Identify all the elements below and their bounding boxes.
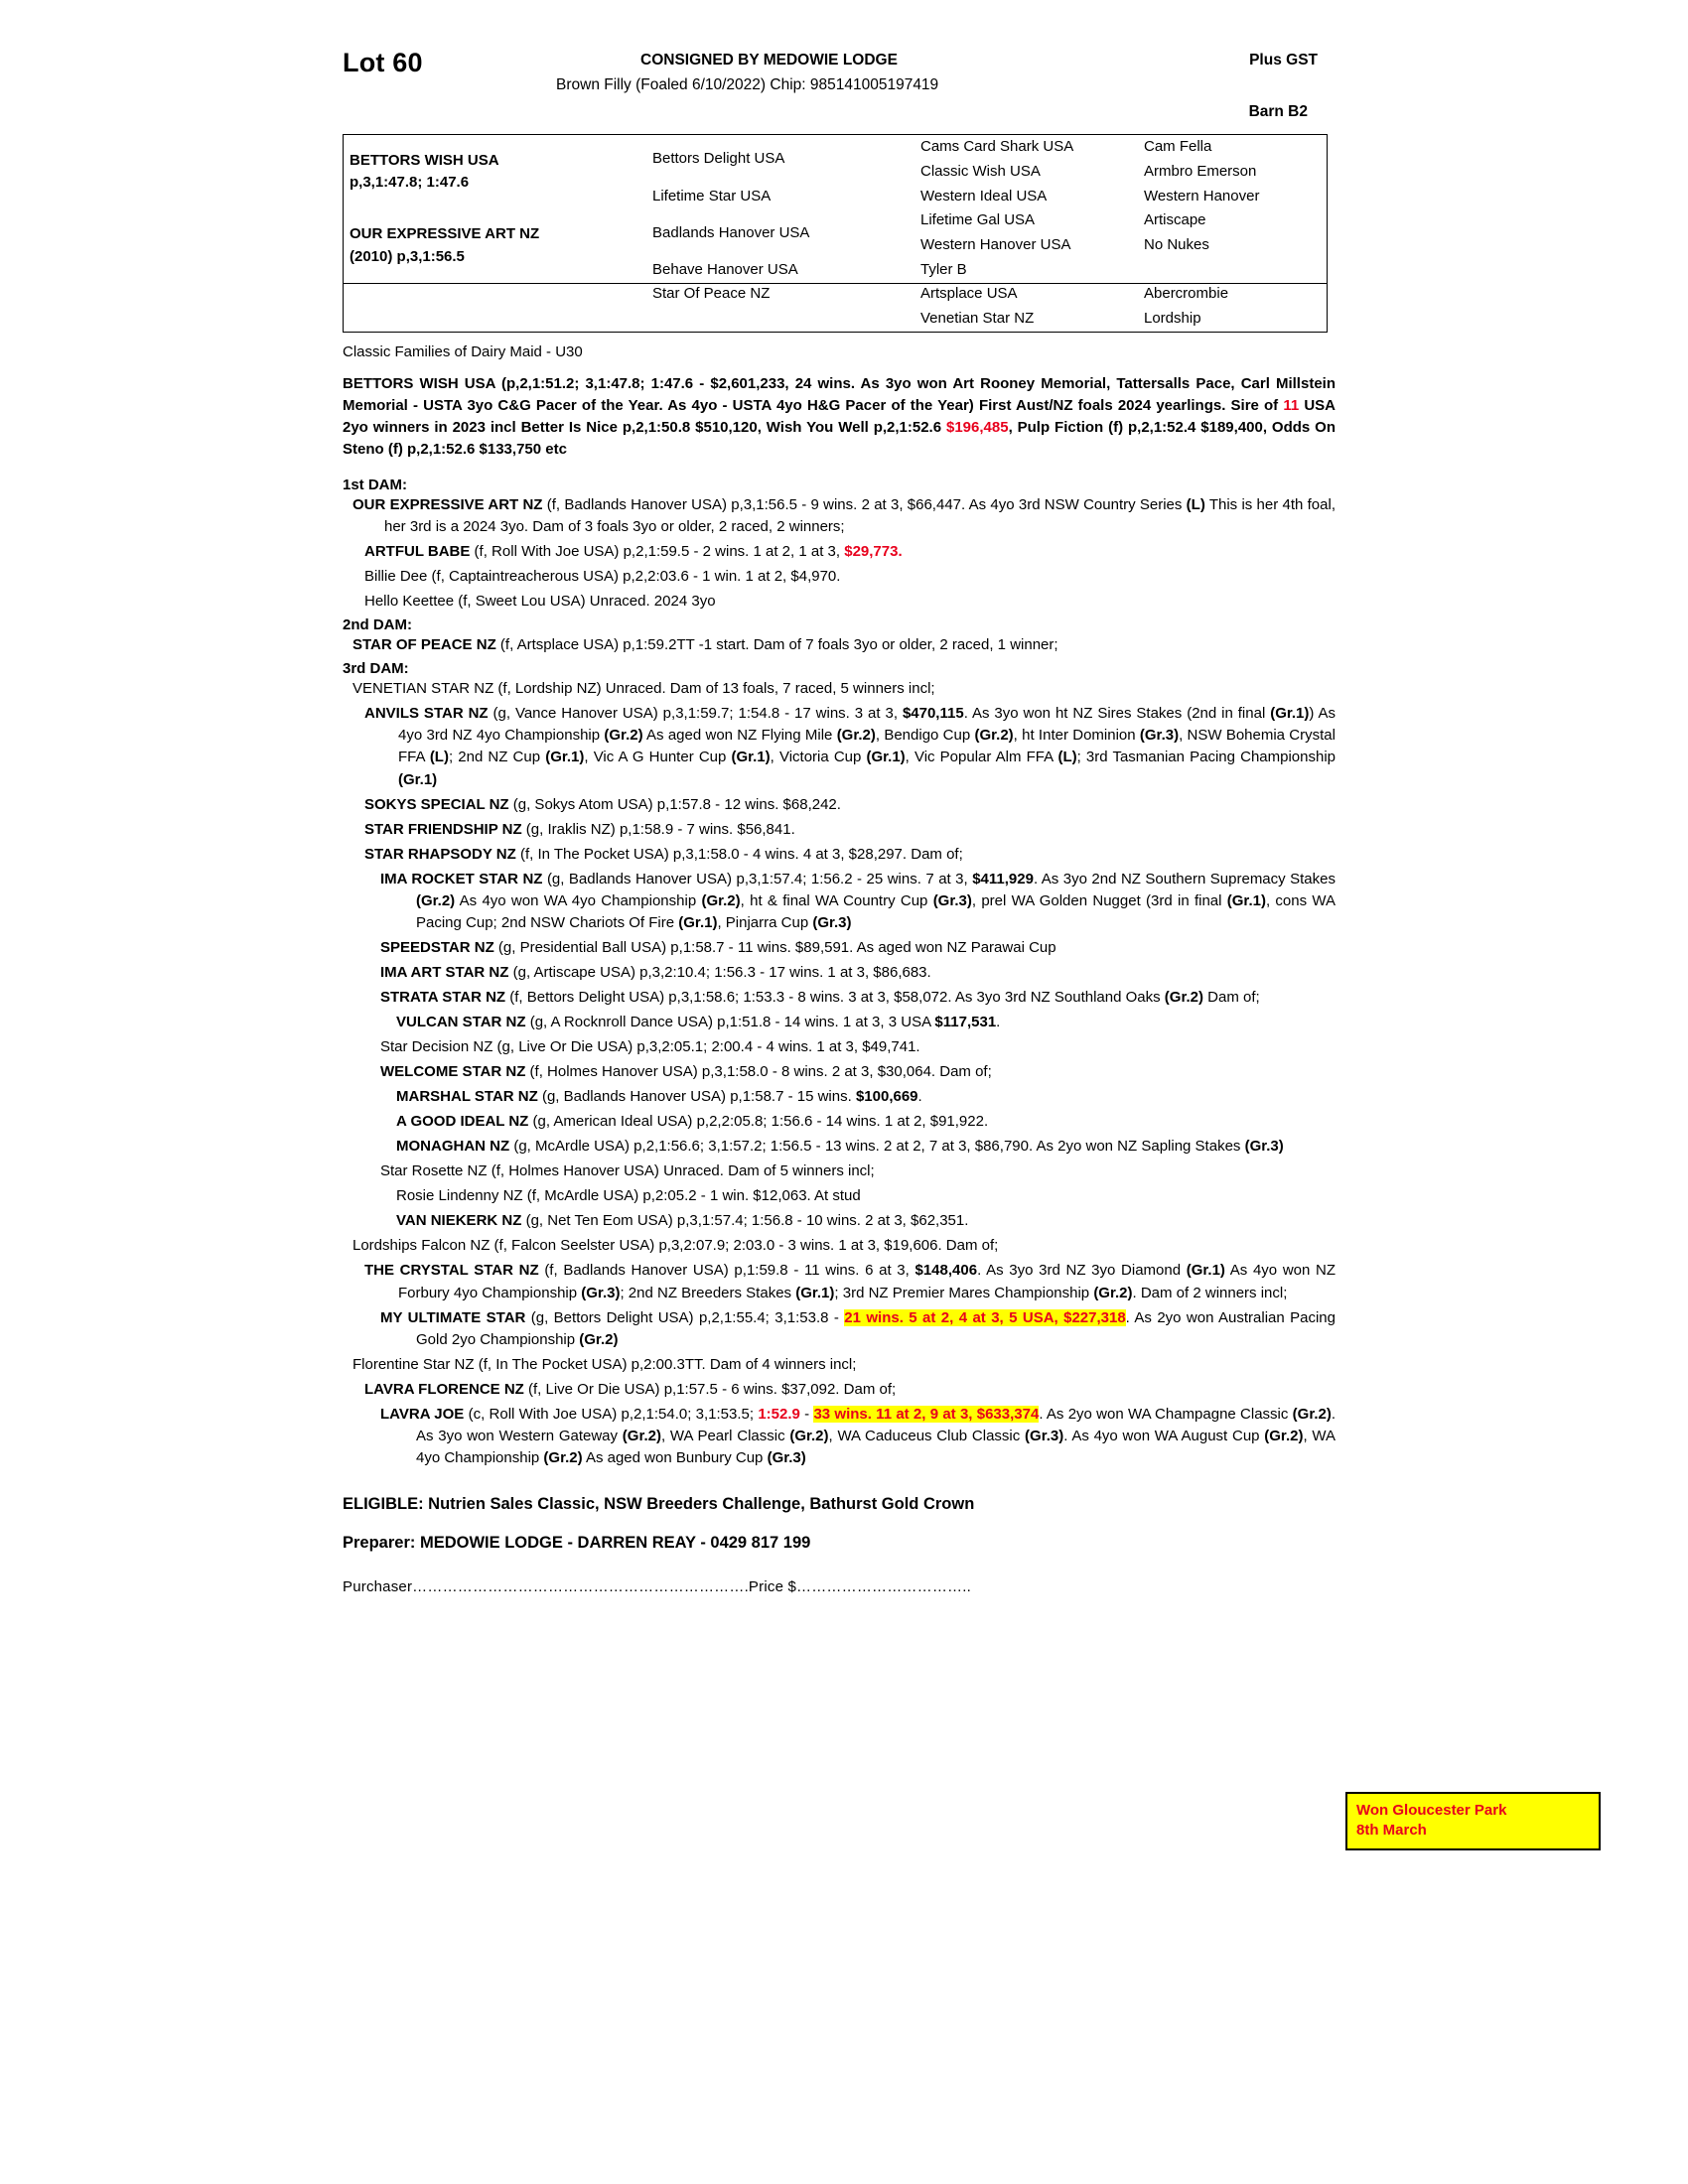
anvils-grade-3: (Gr.2) bbox=[836, 727, 876, 745]
anvils-grade-6: (L) bbox=[429, 749, 449, 766]
pedigree-table bbox=[343, 134, 1328, 284]
plus-gst-label: Plus GST bbox=[1249, 52, 1318, 68]
won-race-stamp bbox=[1345, 1792, 1601, 1850]
crystal-grade-1: (Gr.1) bbox=[1186, 1262, 1225, 1280]
artful-babe-detail: (f, Roll With Joe USA) p,2,1:59.5 - 2 wins. 1 at 2, 1 at 3, bbox=[470, 543, 845, 561]
ima-rocket-earnings: $411,929 bbox=[972, 870, 1034, 887]
ultimate-grade: (Gr.2) bbox=[579, 1330, 619, 1348]
monaghan-detail: (g, McArdle USA) p,2,1:56.6; 3,1:57.2; 1:56.5 - 13 wins. 2 at 2, 7 at 3, $86,790. As 2yo won NZ Sapling Stakes bbox=[509, 1138, 1245, 1156]
sire-paragraph bbox=[343, 373, 1336, 461]
anvils-detail-12: ; 3rd Tasmanian Pacing Championship bbox=[1076, 749, 1336, 766]
pedigree-g4-7: Abercrombie bbox=[1144, 285, 1229, 303]
page-header bbox=[343, 40, 1336, 124]
lavra-joe-detail-5: , WA Caduceus Club Classic bbox=[828, 1427, 1026, 1444]
anvils-grade-5: (Gr.3) bbox=[1139, 727, 1180, 745]
first-dam-entry bbox=[343, 494, 1336, 538]
a-good-ideal-name: A GOOD IDEAL NZ bbox=[396, 1113, 529, 1131]
anvils-detail-7: , NSW Bohemia Crystal FFA bbox=[398, 727, 1336, 766]
ima-rocket-detail-1: (g, Badlands Hanover USA) p,3,1:57.4; 1:56.2 - 25 wins. 7 at 3, bbox=[542, 870, 973, 887]
anvils-detail-1: (g, Vance Hanover USA) p,3,1:59.7; 1:54.8 - 17 wins. 3 at 3, bbox=[488, 705, 903, 723]
pedigree-spacer-3 bbox=[646, 307, 914, 332]
pedigree-g3-1: Cams Card Shark USA bbox=[920, 138, 1074, 155]
sire-record: p,3,1:47.8; 1:47.6 bbox=[350, 174, 470, 192]
pedigree-g3-5: Western Hanover USA bbox=[920, 236, 1071, 254]
lavra-joe-grade-7: (Gr.3) bbox=[767, 1448, 806, 1466]
sire-red-count: 11 bbox=[1283, 396, 1300, 414]
pedigree-g3-7: Artsplace USA bbox=[920, 285, 1018, 303]
anvils-grade-4: (Gr.2) bbox=[974, 727, 1014, 745]
pedigree-g4-6: Tyler B bbox=[920, 260, 967, 278]
progeny-welcome-star bbox=[343, 1061, 1336, 1083]
lavra-joe-record-red: 1:52.9 bbox=[758, 1405, 800, 1423]
lavra-florence-detail: (f, Live Or Die USA) p,1:57.5 - 6 wins. $37,092. Dam of; bbox=[523, 1380, 897, 1398]
anvils-star-name: ANVILS STAR NZ bbox=[364, 705, 489, 723]
dam-name: OUR EXPRESSIVE ART NZ bbox=[350, 225, 540, 243]
second-dam-detail: (f, Artsplace USA) p,1:59.2TT -1 start. Dam of 7 foals 3yo or older, 2 raced, 1 winner; bbox=[495, 636, 1058, 654]
ima-rocket-grade-4: (Gr.1) bbox=[1226, 891, 1266, 909]
first-dam-name: OUR EXPRESSIVE ART NZ bbox=[352, 496, 543, 514]
lavra-florence-name: LAVRA FLORENCE NZ bbox=[364, 1380, 524, 1398]
monaghan-name: MONAGHAN NZ bbox=[396, 1138, 510, 1156]
anvils-grade-2: (Gr.2) bbox=[604, 727, 643, 745]
progeny-ima-rocket-star bbox=[343, 869, 1336, 934]
dam-sire: Badlands Hanover USA bbox=[652, 223, 810, 241]
pedigree-spacer-2 bbox=[344, 307, 646, 332]
first-dam-detail-2: This is her 4th foal, her 3rd is a 2024 3yo. Dam of 3 foals 3yo or older, 2 raced, 2 winners; bbox=[384, 496, 1336, 536]
ima-rocket-detail-6: , cons WA Pacing Cup; 2nd NSW Chariots Of Fire bbox=[416, 891, 1336, 931]
progeny-billie-dee: Billie Dee (f, Captaintreacherous USA) p,2,2:03.6 - 1 win. 1 at 2, $4,970. bbox=[364, 568, 841, 586]
marshal-detail-2: . bbox=[917, 1088, 922, 1106]
vulcan-detail-2: . bbox=[996, 1014, 1001, 1030]
anvils-grade-7: (Gr.1) bbox=[545, 749, 585, 766]
progeny-speedstar bbox=[343, 937, 1336, 959]
ima-rocket-detail-7: , Pinjarra Cup bbox=[717, 913, 813, 931]
sire-name: BETTORS WISH USA bbox=[350, 151, 499, 169]
progeny-strata-star bbox=[343, 987, 1336, 1009]
consignor-line: CONSIGNED BY MEDOWIE LODGE bbox=[640, 52, 898, 68]
progeny-lavra-florence bbox=[343, 1379, 1336, 1401]
ultimate-highlight-earnings: 21 wins. 5 at 2, 4 at 3, 5 USA, $227,318 bbox=[844, 1308, 1126, 1326]
pedigree-table-lower bbox=[343, 282, 1328, 333]
progeny-lordships-falcon: Lordships Falcon NZ (f, Falcon Seelster USA) p,3,2:07.9; 2:03.0 - 3 wins. 1 at 3, $19,606. Dam of; bbox=[352, 1237, 999, 1255]
purchaser-line: Purchaser………………………………………………………….Price $…………………………….. bbox=[343, 1577, 971, 1595]
artful-babe-earnings: $29,773. bbox=[844, 543, 903, 561]
progeny-my-ultimate-star bbox=[343, 1307, 1336, 1351]
ultimate-detail-2: . As 2yo won Australian Pacing Gold 2yo Championship bbox=[416, 1308, 1336, 1348]
horse-description: Brown Filly (Foaled 6/10/2022) Chip: 985141005197419 bbox=[556, 76, 939, 93]
a-good-ideal-detail: (g, American Ideal USA) p,2,2:05.8; 1:56.6 - 14 wins. 1 at 2, $91,922. bbox=[528, 1113, 989, 1131]
progeny-star-friendship bbox=[343, 819, 1336, 841]
sire-sire: Bettors Delight USA bbox=[652, 150, 785, 168]
lavra-joe-detail-7: , WA 4yo Championship bbox=[416, 1427, 1336, 1466]
anvils-earnings: $470,115 bbox=[902, 705, 964, 723]
pedigree-g4-2: Armbro Emerson bbox=[1144, 162, 1257, 180]
strata-grade: (Gr.2) bbox=[1164, 988, 1203, 1006]
anvils-detail-8: ; 2nd NZ Cup bbox=[448, 749, 546, 766]
progeny-anvils-star bbox=[343, 703, 1336, 790]
anvils-detail-3: ) As 4yo 3rd NZ 4yo Championship bbox=[398, 705, 1336, 745]
lavra-joe-detail-1: (c, Roll With Joe USA) p,2,1:54.0; 3,1:53.5; bbox=[464, 1405, 759, 1423]
pedigree-g3-3: Western Ideal USA bbox=[920, 187, 1048, 205]
crystal-detail-2: . As 3yo 3rd NZ 3yo Diamond bbox=[977, 1262, 1187, 1280]
crystal-grade-2: (Gr.3) bbox=[581, 1284, 621, 1301]
ima-rocket-grade-6: (Gr.3) bbox=[812, 913, 852, 931]
crystal-earnings: $148,406 bbox=[914, 1262, 978, 1280]
anvils-detail-10: , Victoria Cup bbox=[770, 749, 867, 766]
lavra-joe-detail-8: As aged won Bunbury Cup bbox=[582, 1448, 768, 1466]
dam-record: (2010) p,3,1:56.5 bbox=[350, 247, 465, 265]
lavra-joe-detail-3: . As 3yo won Western Gateway bbox=[416, 1405, 1336, 1444]
ima-rocket-grade-1: (Gr.2) bbox=[416, 891, 456, 909]
lavra-joe-grade-5: (Gr.2) bbox=[1264, 1427, 1304, 1444]
vulcan-detail-1: (g, A Rocknroll Dance USA) p,1:51.8 - 14 wins. 1 at 3, 3 USA bbox=[525, 1014, 935, 1030]
lavra-joe-grade-2: (Gr.2) bbox=[622, 1427, 661, 1444]
anvils-grade-1: (Gr.1) bbox=[1270, 705, 1310, 723]
progeny-sokys-special bbox=[343, 794, 1336, 816]
anvils-grade-10: (L) bbox=[1057, 749, 1077, 766]
progeny-artful-babe bbox=[343, 541, 1336, 563]
classic-families-note: Classic Families of Dairy Maid - U30 bbox=[343, 342, 583, 360]
rhapsody-name: STAR RHAPSODY NZ bbox=[364, 845, 516, 863]
ima-rocket-grade-5: (Gr.1) bbox=[678, 913, 718, 931]
third-dam-heading: 3rd DAM: bbox=[343, 660, 409, 678]
friendship-detail: (g, Iraklis NZ) p,1:58.9 - 7 wins. $56,841. bbox=[521, 820, 795, 838]
friendship-name: STAR FRIENDSHIP NZ bbox=[364, 820, 522, 838]
pedigree-g4-1: Cam Fella bbox=[1144, 138, 1212, 155]
progeny-ima-art-star bbox=[343, 962, 1336, 984]
lavra-joe-detail-2: . As 2yo won WA Champagne Classic bbox=[1039, 1405, 1293, 1423]
preparer-line: Preparer: MEDOWIE LODGE - DARREN REAY - 0429 817 199 bbox=[343, 1533, 811, 1552]
pedigree-g4-8: Lordship bbox=[1144, 310, 1201, 328]
anvils-detail-5: , Bendigo Cup bbox=[875, 727, 975, 745]
anvils-detail-4: As aged won NZ Flying Mile bbox=[642, 727, 837, 745]
pedigree-g3-2: Classic Wish USA bbox=[920, 162, 1041, 180]
anvils-detail-2: . As 3yo won ht NZ Sires Stakes (2nd in final bbox=[963, 705, 1271, 723]
lavra-joe-detail-4: , WA Pearl Classic bbox=[660, 1427, 790, 1444]
ima-art-star-name: IMA ART STAR NZ bbox=[380, 963, 509, 981]
ima-rocket-grade-2: (Gr.2) bbox=[701, 891, 741, 909]
dam-dam: Star Of Peace NZ bbox=[652, 285, 771, 303]
lavra-joe-grade-3: (Gr.2) bbox=[789, 1427, 829, 1444]
second-dam-entry bbox=[343, 634, 1336, 656]
my-ultimate-star-name: MY ULTIMATE STAR bbox=[380, 1308, 526, 1326]
anvils-detail-6: , ht Inter Dominion bbox=[1013, 727, 1140, 745]
ima-rocket-grade-3: (Gr.3) bbox=[932, 891, 972, 909]
sire-red-earnings: $196,485 bbox=[945, 418, 1009, 436]
lavra-joe-grade-4: (Gr.3) bbox=[1025, 1427, 1064, 1444]
ima-rocket-detail-4: , ht & final WA Country Cup bbox=[740, 891, 933, 909]
lavra-joe-highlight-earnings: 33 wins. 11 at 2, 9 at 3, $633,374 bbox=[813, 1405, 1040, 1423]
speedstar-detail: (g, Presidential Ball USA) p,1:58.7 - 11 wins. $89,591. As aged won NZ Parawai Cup bbox=[493, 938, 1056, 956]
pedigree-g3-6: Behave Hanover USA bbox=[652, 260, 798, 278]
welcome-star-detail: (f, Holmes Hanover USA) p,3,1:58.0 - 8 wins. 2 at 3, $30,064. Dam of; bbox=[525, 1063, 992, 1081]
barn-label: Barn B2 bbox=[1248, 103, 1308, 120]
pedigree-sire bbox=[344, 135, 646, 208]
rhapsody-detail: (f, In The Pocket USA) p,3,1:58.0 - 4 wins. 4 at 3, $28,297. Dam of; bbox=[515, 845, 963, 863]
van-niekerk-name: VAN NIEKERK NZ bbox=[396, 1212, 522, 1230]
crystal-detail-4: ; 2nd NZ Breeders Stakes bbox=[620, 1284, 796, 1301]
welcome-star-name: WELCOME STAR NZ bbox=[380, 1063, 526, 1081]
progeny-a-good-ideal bbox=[343, 1111, 1336, 1133]
progeny-van-niekerk bbox=[343, 1210, 1336, 1232]
lavra-joe-grade-1: (Gr.2) bbox=[1292, 1405, 1332, 1423]
progeny-florentine-star: Florentine Star NZ (f, In The Pocket USA) p,2:00.3TT. Dam of 4 winners incl; bbox=[352, 1355, 857, 1373]
anvils-grade-9: (Gr.1) bbox=[866, 749, 906, 766]
anvils-detail-9: , Vic A G Hunter Cup bbox=[584, 749, 732, 766]
pedigree-g4-3: Western Hanover bbox=[1144, 187, 1260, 205]
progeny-star-rosette: Star Rosette NZ (f, Holmes Hanover USA) Unraced. Dam of 5 winners incl; bbox=[380, 1162, 875, 1180]
stamp-line-2: 8th March bbox=[1356, 1822, 1427, 1840]
sire-dam: Lifetime Star USA bbox=[652, 187, 772, 205]
third-dam-entry: VENETIAN STAR NZ (f, Lordship NZ) Unraced. Dam of 13 foals, 7 raced, 5 winners incl; bbox=[352, 680, 935, 698]
ima-rocket-name: IMA ROCKET STAR NZ bbox=[380, 870, 543, 887]
second-dam-name: STAR OF PEACE NZ bbox=[352, 636, 496, 654]
stamp-line-1: Won Gloucester Park bbox=[1356, 1802, 1507, 1819]
strata-detail-2: Dam of; bbox=[1202, 988, 1260, 1006]
anvils-grade-8: (Gr.1) bbox=[731, 749, 771, 766]
lavra-joe-grade-6: (Gr.2) bbox=[543, 1448, 583, 1466]
lavra-joe-detail-6: . As 4yo won WA August Cup bbox=[1063, 1427, 1265, 1444]
progeny-hello-keettee: Hello Keettee (f, Sweet Lou USA) Unraced. 2024 3yo bbox=[364, 593, 716, 611]
progeny-marshal-star bbox=[343, 1086, 1336, 1108]
anvils-detail-11: , Vic Popular Alm FFA bbox=[905, 749, 1058, 766]
strata-detail-1: (f, Bettors Delight USA) p,3,1:58.6; 1:53.3 - 8 wins. 3 at 3, $58,072. As 3yo 3rd NZ Southland Oaks bbox=[505, 988, 1165, 1006]
first-dam-heading: 1st DAM: bbox=[343, 477, 408, 494]
pedigree-g4-4: Artiscape bbox=[1144, 211, 1206, 229]
pedigree-dam bbox=[344, 208, 646, 282]
artful-babe-name: ARTFUL BABE bbox=[364, 543, 471, 561]
page-content bbox=[343, 40, 1336, 1595]
eligible-line: ELIGIBLE: Nutrien Sales Classic, NSW Breeders Challenge, Bathurst Gold Crown bbox=[343, 1494, 975, 1513]
progeny-star-rhapsody bbox=[343, 844, 1336, 866]
second-dam-heading: 2nd DAM: bbox=[343, 616, 412, 634]
crystal-detail-5: ; 3rd NZ Premier Mares Championship bbox=[834, 1284, 1094, 1301]
strata-star-name: STRATA STAR NZ bbox=[380, 988, 506, 1006]
first-dam-grade: (L) bbox=[1186, 496, 1205, 514]
vulcan-star-name: VULCAN STAR NZ bbox=[396, 1014, 526, 1030]
ima-rocket-detail-5: , prel WA Golden Nugget (3rd in final bbox=[971, 891, 1227, 909]
pedigree-g3-4: Lifetime Gal USA bbox=[920, 211, 1036, 229]
lavra-joe-name: LAVRA JOE bbox=[380, 1405, 465, 1423]
marshal-earnings: $100,669 bbox=[855, 1088, 918, 1106]
sire-text-mid: USA 2yo winners in 2023 incl Better Is Nice p,2,1:50.8 $510,120, Wish You Well p,2,1:52.6 bbox=[343, 396, 1336, 436]
progeny-lavra-joe bbox=[343, 1404, 1336, 1469]
pedigree-spacer bbox=[344, 282, 646, 307]
marshal-star-name: MARSHAL STAR NZ bbox=[396, 1088, 538, 1106]
progeny-star-decision: Star Decision NZ (g, Live Or Die USA) p,3,2:05.1; 2:00.4 - 4 wins. 1 at 3, $49,741. bbox=[380, 1038, 920, 1056]
crystal-grade-3: (Gr.1) bbox=[795, 1284, 835, 1301]
sokys-detail: (g, Sokys Atom USA) p,1:57.8 - 12 wins. $68,242. bbox=[508, 795, 841, 813]
sokys-name: SOKYS SPECIAL NZ bbox=[364, 795, 509, 813]
progeny-the-crystal-star bbox=[343, 1260, 1336, 1303]
crystal-detail-6: . Dam of 2 winners incl; bbox=[1132, 1284, 1288, 1301]
progeny-vulcan-star bbox=[343, 1012, 1336, 1033]
anvils-grade-11: (Gr.1) bbox=[398, 770, 438, 788]
pedigree-g3-8: Venetian Star NZ bbox=[920, 310, 1035, 328]
van-niekerk-detail: (g, Net Ten Eom USA) p,3,1:57.4; 1:56.8 - 10 wins. 2 at 3, $62,351. bbox=[521, 1212, 969, 1230]
crystal-star-name: THE CRYSTAL STAR NZ bbox=[364, 1262, 539, 1280]
crystal-detail-3: As 4yo won NZ Forbury 4yo Championship bbox=[398, 1262, 1336, 1301]
monaghan-grade: (Gr.3) bbox=[1244, 1138, 1284, 1156]
pedigree-g4-5: No Nukes bbox=[1144, 236, 1209, 254]
crystal-grade-4: (Gr.2) bbox=[1093, 1284, 1133, 1301]
progeny-monaghan bbox=[343, 1136, 1336, 1158]
ima-rocket-detail-2: . As 3yo 2nd NZ Southern Supremacy Stakes bbox=[1033, 870, 1336, 887]
progeny-rosie-lindenny: Rosie Lindenny NZ (f, McArdle USA) p,2:05.2 - 1 win. $12,063. At stud bbox=[396, 1187, 861, 1205]
lavra-joe-sep: - bbox=[799, 1405, 814, 1423]
vulcan-earnings: $117,531 bbox=[934, 1014, 997, 1030]
lot-number: Lot 60 bbox=[343, 48, 423, 77]
speedstar-name: SPEEDSTAR NZ bbox=[380, 938, 494, 956]
first-dam-detail: (f, Badlands Hanover USA) p,3,1:56.5 - 9 wins. 2 at 3, $66,447. As 4yo 3rd NSW Country Series bbox=[542, 496, 1187, 514]
ultimate-detail-1: (g, Bettors Delight USA) p,2,1:55.4; 3,1:53.8 - bbox=[525, 1308, 845, 1326]
ima-rocket-detail-3: As 4yo won WA 4yo Championship bbox=[455, 891, 702, 909]
sire-text-tail: , Pulp Fiction (f) p,2,1:52.4 $189,400, Odds On Steno (f) p,2,1:52.6 $133,750 etc bbox=[343, 418, 1336, 459]
marshal-detail-1: (g, Badlands Hanover USA) p,1:58.7 - 15 wins. bbox=[537, 1088, 856, 1106]
ima-art-star-detail: (g, Artiscape USA) p,3,2:10.4; 1:56.3 - 17 wins. 1 at 3, $86,683. bbox=[508, 963, 931, 981]
sire-text-lead: BETTORS WISH USA (p,2,1:51.2; 3,1:47.8; 1:47.6 - $2,601,233, 24 wins. As 3yo won Art Rooney Memorial, Tattersalls Pace, Carl Millstein Memorial - USTA 3yo C&G Pacer of the Year. As 4yo - USTA 4yo H&G Pacer of the Year) First Aust/NZ foals 2024 yearlings. Sire of bbox=[343, 374, 1336, 414]
crystal-detail-1: (f, Badlands Hanover USA) p,1:59.8 - 11 wins. 6 at 3, bbox=[538, 1262, 915, 1280]
